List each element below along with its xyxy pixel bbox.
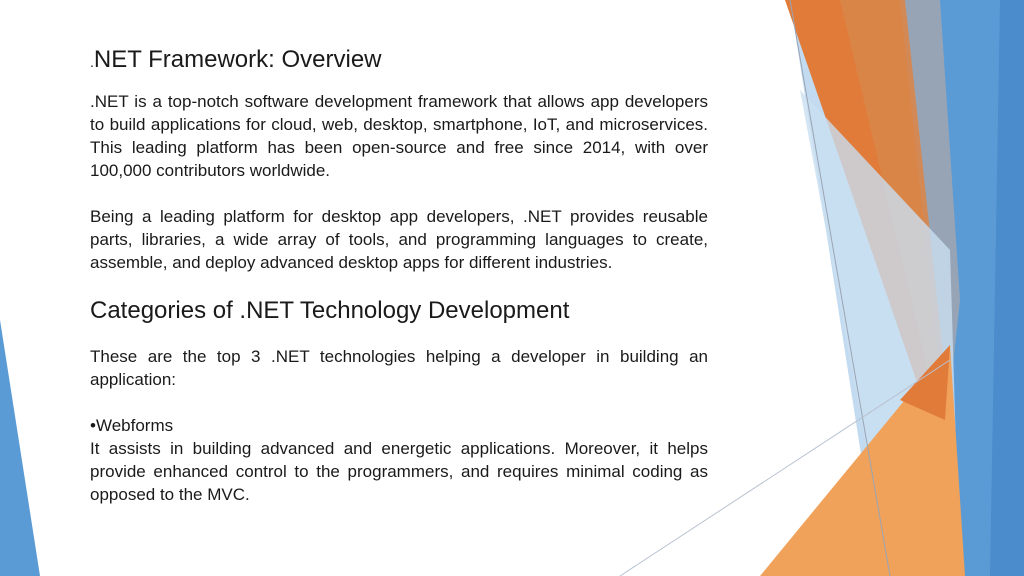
- section-heading: Categories of .NET Technology Development: [90, 297, 570, 324]
- desktop-paragraph: Being a leading platform for desktop app developers, .NET provides reusable parts, libraries, a wide array of tools, and programming languages to create, assemble, and deploy advanced desktop apps for different industries.: [90, 207, 708, 272]
- title-text: NET Framework: Overview: [93, 46, 382, 73]
- bullet-webforms-text: It assists in building advanced and energetic applications. Moreover, it helps provide enhanced control to the programmers, and requires minimal coding as opposed to the MVC.: [90, 439, 708, 504]
- bullet-webforms-title: •Webforms: [90, 416, 174, 435]
- left-blue-shape: [0, 320, 40, 576]
- slide-content: [90, 46, 708, 506]
- technologies-intro: These are the top 3 .NET technologies helping a developer in building an application:: [90, 347, 708, 389]
- overview-paragraph: .NET is a top-notch software development framework that allows app developers to build applications for cloud, web, desktop, smartphone, IoT, and microservices. This leading platform has been open-source and free since 2014, with over 100,000 contributors worldwide.: [90, 92, 708, 180]
- title-prefix: .: [90, 54, 94, 70]
- slide-title: [90, 46, 708, 76]
